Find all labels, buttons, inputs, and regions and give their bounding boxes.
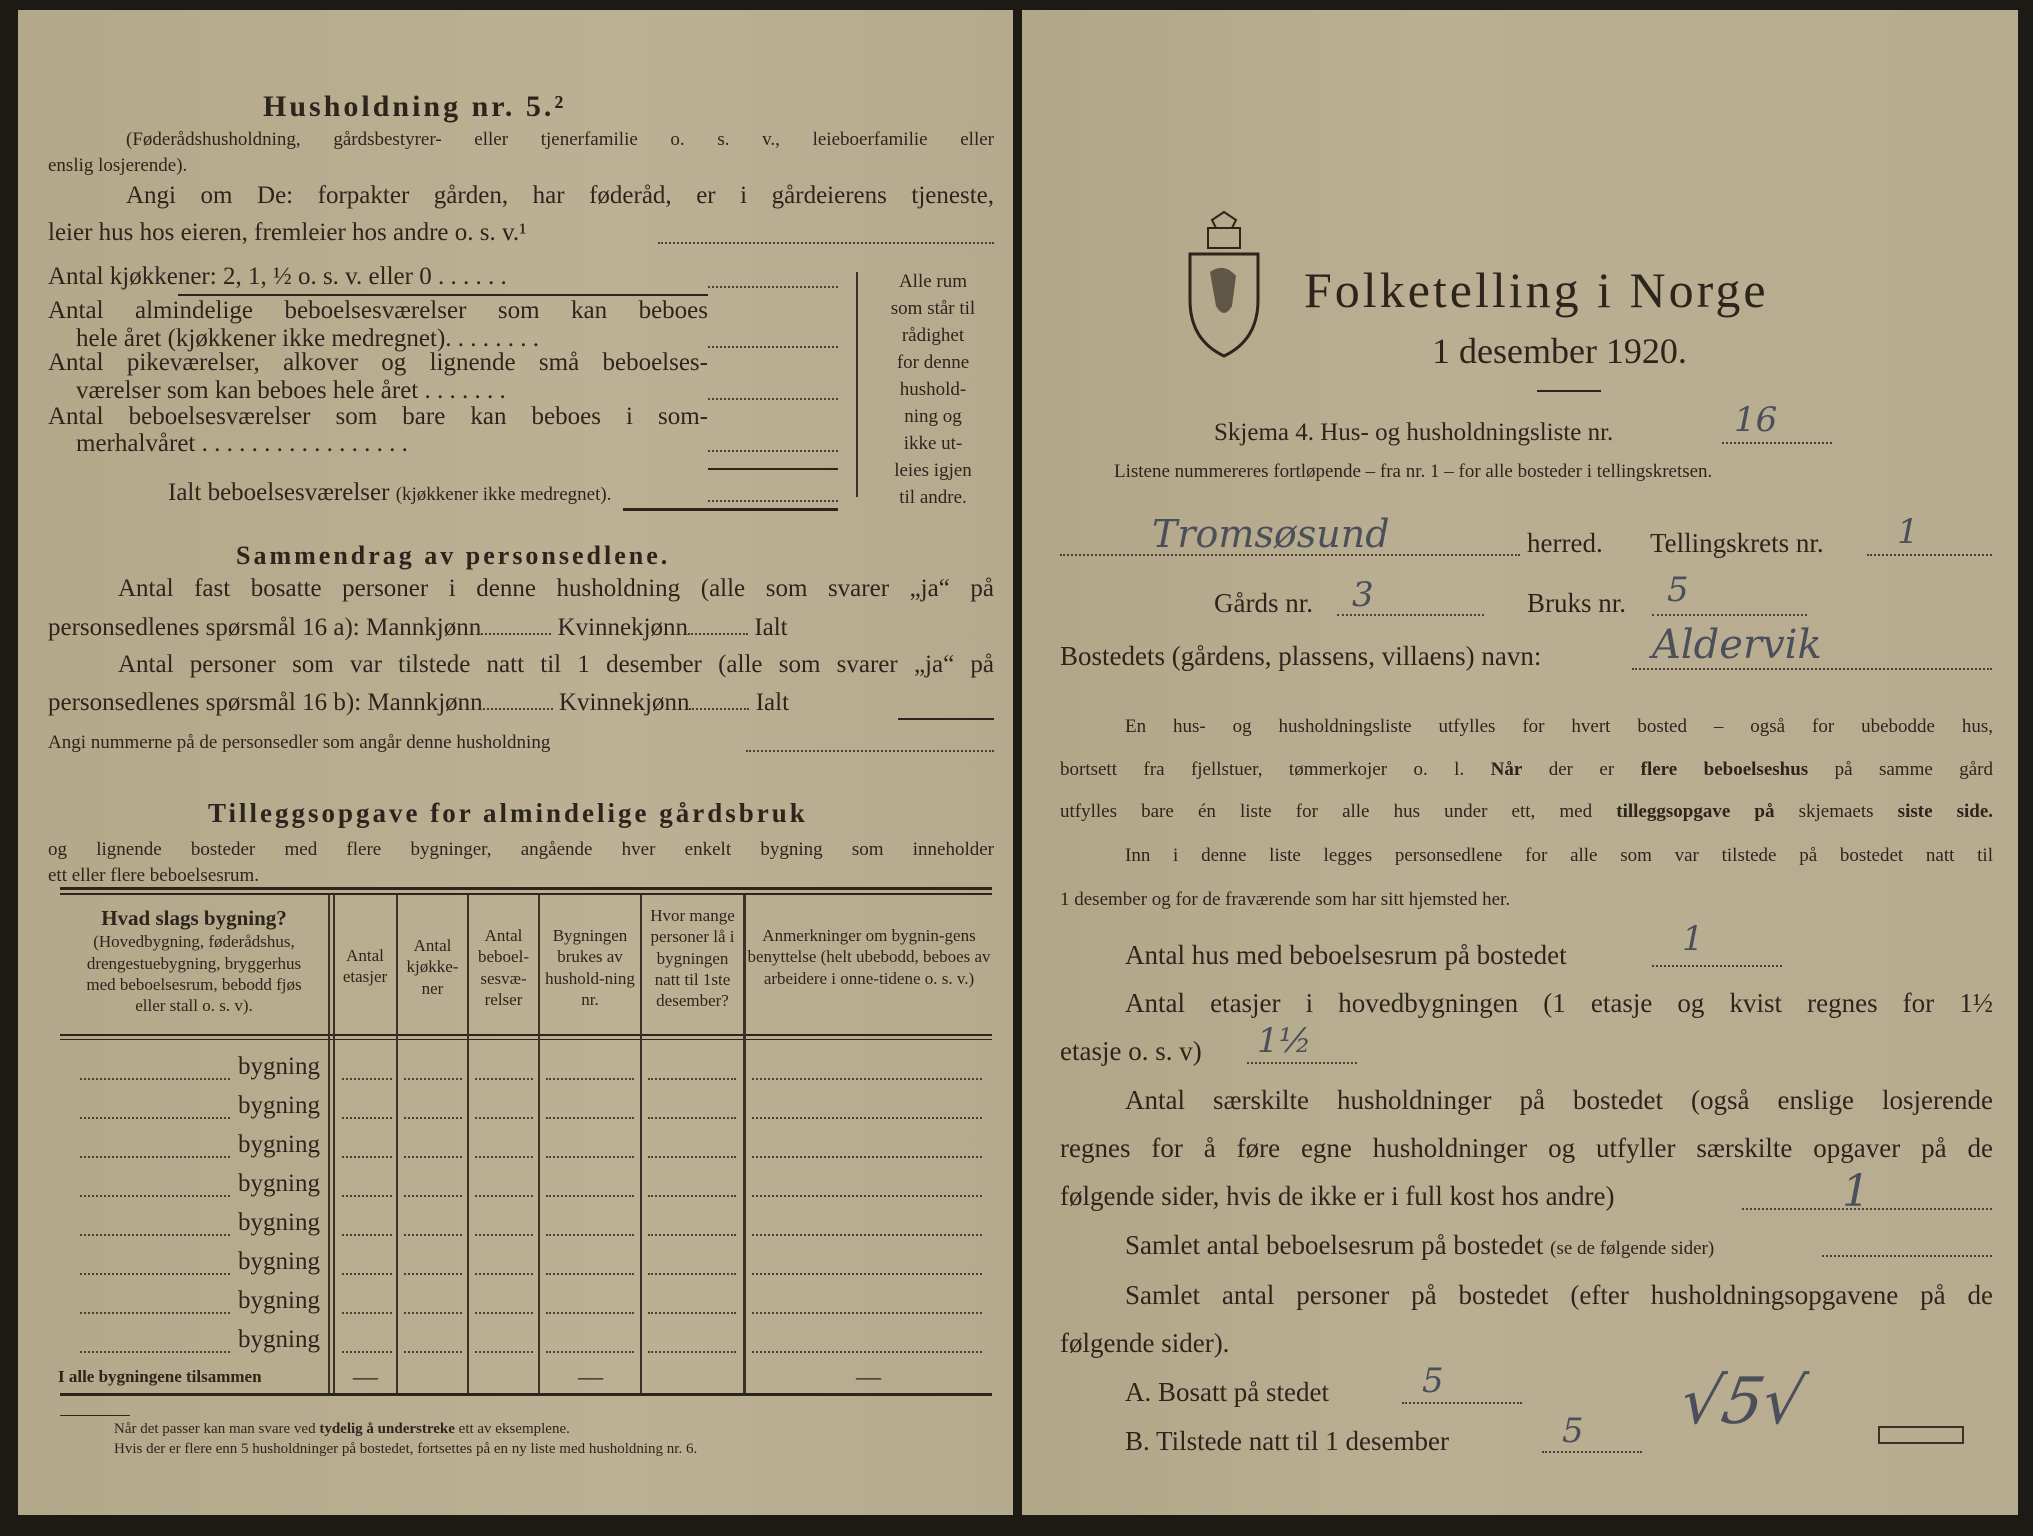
resident-line-2 (48, 615, 788, 640)
building-cell[interactable] (475, 1273, 533, 1275)
building-cell[interactable] (546, 1234, 634, 1236)
building-type-field[interactable] (80, 1117, 230, 1119)
building-cell[interactable] (404, 1117, 462, 1119)
resident-a-value: 5 (1422, 1361, 1444, 1401)
rooms-total-label: Samlet antal beboelsesrum på bostedet (se de følgende sider) (1125, 1230, 1715, 1260)
building-row[interactable] (60, 1206, 992, 1240)
present-b-label: B. Tilstede natt til 1 desember (1125, 1426, 1449, 1456)
kitchens-field[interactable] (708, 286, 838, 288)
households-line-3: følgende sider, hvis de ikke er i full kost hos andre) (1060, 1181, 1615, 1211)
total-household-dash: — (578, 1364, 603, 1391)
building-cell[interactable] (404, 1156, 462, 1158)
numbering-note: Listene nummereres fortløpende – fra nr. 1 – for alle bosteder i tellingskretsen. (1114, 461, 1713, 482)
resident-female-label: Kvinnekjønn (557, 614, 689, 641)
building-cell[interactable] (342, 1195, 392, 1197)
supplement-text: og lignende bosteder med flere bygninger, angående hver enkelt bygning som inneholder (48, 839, 994, 860)
summer-rooms-field[interactable] (708, 450, 838, 452)
schema-label: Skjema 4. Hus- og husholdningsliste nr. (1214, 419, 1614, 446)
divider (898, 718, 994, 720)
household-subtitle: (Føderådshusholdning, gårdsbestyrer- eller tjenerfamilie o. s. v., leieboerfamilie eller (126, 129, 994, 150)
farm-label: Gårds nr. (1214, 588, 1313, 618)
building-cell[interactable] (342, 1156, 392, 1158)
households-value: 1 (1842, 1166, 1870, 1217)
bracket-note-line: Alle rum (898, 271, 968, 292)
floors-line: Antal etasjer i hovedbygningen (1 etasje og kvist regnes for 1½ (1125, 988, 1993, 1018)
present-total-label: Ialt (755, 689, 790, 716)
building-cell[interactable] (752, 1351, 982, 1353)
building-cell[interactable] (475, 1156, 533, 1158)
building-cell[interactable] (404, 1195, 462, 1197)
total-remarks-dash: — (856, 1364, 881, 1391)
census-date: 1 desember 1920. (1432, 331, 1687, 371)
bracket-note-line: til andre. (899, 487, 967, 508)
use-value: 5 (1667, 570, 1689, 610)
building-cell[interactable] (648, 1312, 736, 1314)
use-field[interactable] (1652, 614, 1807, 616)
norway-coat-of-arms-icon (1182, 210, 1266, 360)
building-row[interactable] (60, 1323, 992, 1357)
numbers-field[interactable] (746, 750, 994, 752)
total-rooms-label (168, 480, 611, 505)
floors-value: 1½ (1257, 1021, 1312, 1061)
houses-value: 1 (1682, 919, 1704, 959)
col-floors-header: Antal etasjer (342, 946, 388, 987)
ordinary-rooms-field[interactable] (708, 346, 838, 348)
bracket-note-line: hushold- (899, 379, 967, 400)
total-rooms-text: Ialt beboelsesværelser (168, 479, 390, 506)
summer-rooms-label: Antal beboelsesværelser som bare kan beboes i som- (48, 403, 708, 430)
census-title: Folketelling i Norge (1304, 262, 1769, 318)
household-title: Husholdning nr. 5.² (263, 90, 567, 123)
resident-a-field[interactable] (1402, 1402, 1522, 1404)
present-female-label: Kvinnekjønn (558, 689, 690, 716)
municipality-value: Tromsøsund (1152, 512, 1390, 556)
footnote-2: Hvis der er flere enn 5 husholdninger på bostedet, fortsettes på en ny liste med husholdning nr. 6. (114, 1441, 698, 1457)
left-page (18, 10, 1013, 1515)
building-row[interactable] (60, 1284, 992, 1318)
use-label: Bruks nr. (1527, 588, 1627, 618)
col-household-header: Bygningen brukes av hushold-ning nr. (545, 926, 635, 1009)
building-cell[interactable] (546, 1312, 634, 1314)
building-cell[interactable] (648, 1078, 736, 1080)
present-male-label: personsedlenes spørsmål 16 b): Mannkjønn (48, 689, 483, 716)
bracket-note-line: som står til (890, 298, 976, 319)
place-field[interactable] (1632, 668, 1992, 670)
instruction-2: bortsett fra fjellstuer, tømmerkojer o. l. Når der er flere beboelseshus på samme gård (1060, 759, 1993, 780)
total-row-label: I alle bygningene tilsammen (58, 1367, 262, 1386)
building-row[interactable] (60, 1050, 992, 1084)
present-line-2 (48, 690, 789, 715)
col-rooms-header: Antal beboel-sesvæ-relser (478, 926, 529, 1009)
building-row[interactable] (60, 1167, 992, 1201)
total-floors-dash: — (353, 1364, 378, 1391)
persons-line-2: følgende sider). (1060, 1328, 1230, 1358)
place-label: Bostedets (gårdens, plassens, villaens) navn: (1060, 641, 1542, 671)
printer-stamp (1878, 1426, 1964, 1444)
instruction-1: En hus- og husholdningsliste utfylles for hvert bosted – også for ubebodde hus, (1125, 716, 1993, 737)
ordinary-rooms-label: Antal almindelige beboelsesværelser som kan beboes (48, 297, 708, 324)
total-rooms-field[interactable] (708, 500, 838, 502)
farm-value: 3 (1352, 575, 1374, 615)
col-persons-header: Hvor mange personer lå i bygningen natt til 1ste desember? (650, 906, 735, 1010)
total-rooms-note: (kjøkkener ikke medregnet). (395, 484, 612, 505)
supplement-text-2: ett eller flere beboelsesrum. (48, 865, 260, 886)
building-row-label: bygning (238, 1170, 320, 1197)
district-value: 1 (1897, 512, 1919, 552)
building-cell[interactable] (475, 1195, 533, 1197)
households-line-2: regnes for å føre egne husholdninger og utfyller særskilte opgaver på de (1060, 1133, 1993, 1163)
footnote-1: Når det passer kan man svare ved tydelig å understreke ett av eksemplene. (114, 1421, 570, 1437)
building-row-label: bygning (238, 1326, 320, 1353)
building-row[interactable] (60, 1089, 992, 1123)
building-cell[interactable] (404, 1273, 462, 1275)
floors-field[interactable] (1247, 1062, 1357, 1064)
small-rooms-label: Antal pikeværelser, alkover og lignende små beboelses- (48, 349, 708, 376)
building-type-field[interactable] (80, 1156, 230, 1158)
bracket-note-line: leies igjen (894, 460, 972, 481)
col-remarks-header: Anmerkninger om bygnin-gens benyttelse (helt ubebodd, beboes av arbeidere i onne-tidene o. s. v.) (747, 926, 991, 988)
building-type-field[interactable] (80, 1351, 230, 1353)
bracket-note (863, 268, 1003, 511)
bracket-note-line: ning og (904, 406, 962, 427)
houses-field[interactable] (1652, 965, 1782, 967)
ordinary-rooms-label-2: hele året (kjøkkener ikke medregnet). . . . . . . . (76, 325, 540, 352)
houses-label: Antal hus med beboelsesrum på bostedet (1125, 940, 1567, 970)
building-cell[interactable] (475, 1312, 533, 1314)
households-line: Antal særskilte husholdninger på bostedet (også enslige losjerende (1125, 1085, 1993, 1115)
divider (178, 294, 708, 296)
building-row-label: bygning (238, 1092, 320, 1119)
building-cell[interactable] (404, 1234, 462, 1236)
building-type-field[interactable] (80, 1078, 230, 1080)
building-cell[interactable] (648, 1117, 736, 1119)
building-type-field[interactable] (80, 1312, 230, 1314)
building-cell[interactable] (546, 1117, 634, 1119)
building-row-label: bygning (238, 1131, 320, 1158)
list-number-field[interactable] (1722, 442, 1832, 444)
angi-answer-field[interactable] (658, 242, 994, 244)
place-value: Aldervik (1652, 622, 1822, 668)
persons-line: Samlet antal personer på bostedet (efter husholdningsopgavene på de (1125, 1280, 1993, 1310)
instruction-4: Inn i denne liste legges personsedlene for alle som var tilstede på bostedet natt til (1125, 845, 1993, 866)
divider (623, 508, 838, 511)
divider (708, 468, 838, 470)
building-cell[interactable] (546, 1156, 634, 1158)
building-cell[interactable] (475, 1234, 533, 1236)
building-cell[interactable] (648, 1273, 736, 1275)
present-b-value: 5 (1562, 1411, 1584, 1451)
present-b-field[interactable] (1542, 1451, 1642, 1453)
numbers-label: Angi nummerne på de personsedler som angår denne husholdning (48, 732, 551, 753)
building-row-label: bygning (238, 1209, 320, 1236)
building-cell[interactable] (475, 1117, 533, 1119)
col-kitchens-header: Antal kjøkke-ner (406, 936, 459, 998)
building-row-label: bygning (238, 1053, 320, 1080)
building-cell[interactable] (342, 1117, 392, 1119)
present-line: Antal personer som var tilstede natt til 1 desember (alle som svarer „ja“ på (118, 651, 994, 678)
supplement-heading: Tilleggsopgave for almindelige gårdsbruk (208, 798, 808, 828)
building-cell[interactable] (342, 1351, 392, 1353)
footnote-divider (60, 1415, 130, 1416)
small-rooms-field[interactable] (708, 398, 838, 400)
col-building-type-header: Hvad slags bygning? (Hovedbygning, føderådshus, drengestuebygning, bryggerhus med beboelsesrum, bebodd fjøs eller stall o. s. v). (86, 906, 302, 1015)
instruction-3: utfylles bare én liste for alle hus under ett, med tilleggsopgave på skjemaets siste side. (1060, 801, 1994, 822)
building-type-field[interactable] (80, 1195, 230, 1197)
building-cell[interactable] (342, 1078, 392, 1080)
small-rooms-label-2: værelser som kan beboes hele året . . . . . . . (76, 377, 506, 404)
building-row[interactable] (60, 1245, 992, 1279)
bracket-note-line: for denne (896, 352, 970, 373)
kitchens-label: Antal kjøkkener: 2, 1, ½ o. s. v. eller 0 . . . . . . (48, 263, 507, 290)
building-cell[interactable] (342, 1312, 392, 1314)
building-cell[interactable] (546, 1078, 634, 1080)
building-cell[interactable] (546, 1273, 634, 1275)
bracket-note-line: ikke ut- (903, 433, 963, 454)
resident-total-label: Ialt (754, 614, 788, 641)
handwritten-check-marks: √5√ (1675, 1365, 1811, 1439)
building-cell[interactable] (648, 1234, 736, 1236)
bracket-note-line: rådighet (901, 325, 965, 346)
building-cell[interactable] (752, 1273, 982, 1275)
building-cell[interactable] (475, 1078, 533, 1080)
right-page (1022, 10, 2018, 1515)
building-cell[interactable] (752, 1156, 982, 1158)
building-type-field[interactable] (80, 1273, 230, 1275)
district-field[interactable] (1867, 554, 1992, 556)
building-cell[interactable] (752, 1117, 982, 1119)
resident-line: Antal fast bosatte personer i denne husholdning (alle som svarer „ja“ på (118, 575, 994, 602)
building-cell[interactable] (752, 1078, 982, 1080)
building-cell[interactable] (648, 1351, 736, 1353)
angi-line-1: Angi om De: forpakter gården, har føderåd, er i gårdeierens tjeneste, (126, 182, 994, 209)
bracket (856, 272, 858, 497)
summer-rooms-label-2: merhalvåret . . . . . . . . . . . . . . . . . (76, 430, 408, 457)
building-cell[interactable] (648, 1195, 736, 1197)
building-cell[interactable] (475, 1351, 533, 1353)
district-label: Tellingskrets nr. (1650, 528, 1824, 558)
municipality-label: herred. (1527, 528, 1603, 558)
building-cell[interactable] (752, 1312, 982, 1314)
rooms-total-field[interactable] (1822, 1255, 1992, 1257)
building-cell[interactable] (546, 1195, 634, 1197)
building-cell[interactable] (546, 1351, 634, 1353)
summary-heading: Sammendrag av personsedlene. (236, 541, 671, 570)
building-cell[interactable] (404, 1078, 462, 1080)
building-cell[interactable] (342, 1273, 392, 1275)
floors-line-2: etasje o. s. v) (1060, 1036, 1202, 1066)
household-subtitle-2: enslig losjerende). (48, 155, 188, 176)
building-cell[interactable] (648, 1156, 736, 1158)
building-cell[interactable] (404, 1351, 462, 1353)
resident-a-label: A. Bosatt på stedet (1125, 1377, 1329, 1407)
list-number-value: 16 (1734, 400, 1778, 440)
building-cell[interactable] (752, 1234, 982, 1236)
building-type-field[interactable] (80, 1234, 230, 1236)
divider (1537, 390, 1601, 392)
building-cell[interactable] (752, 1195, 982, 1197)
building-row[interactable] (60, 1128, 992, 1162)
resident-male-label: personsedlenes spørsmål 16 a): Mannkjønn (48, 614, 482, 641)
instruction-5: 1 desember og for de fraværende som har sitt hjemsted her. (1060, 889, 1511, 910)
angi-line-2: leier hus hos eieren, fremleier hos andre o. s. v.¹ (48, 219, 527, 246)
building-row-label: bygning (238, 1287, 320, 1314)
building-cell[interactable] (404, 1312, 462, 1314)
building-cell[interactable] (342, 1234, 392, 1236)
building-row-label: bygning (238, 1248, 320, 1275)
